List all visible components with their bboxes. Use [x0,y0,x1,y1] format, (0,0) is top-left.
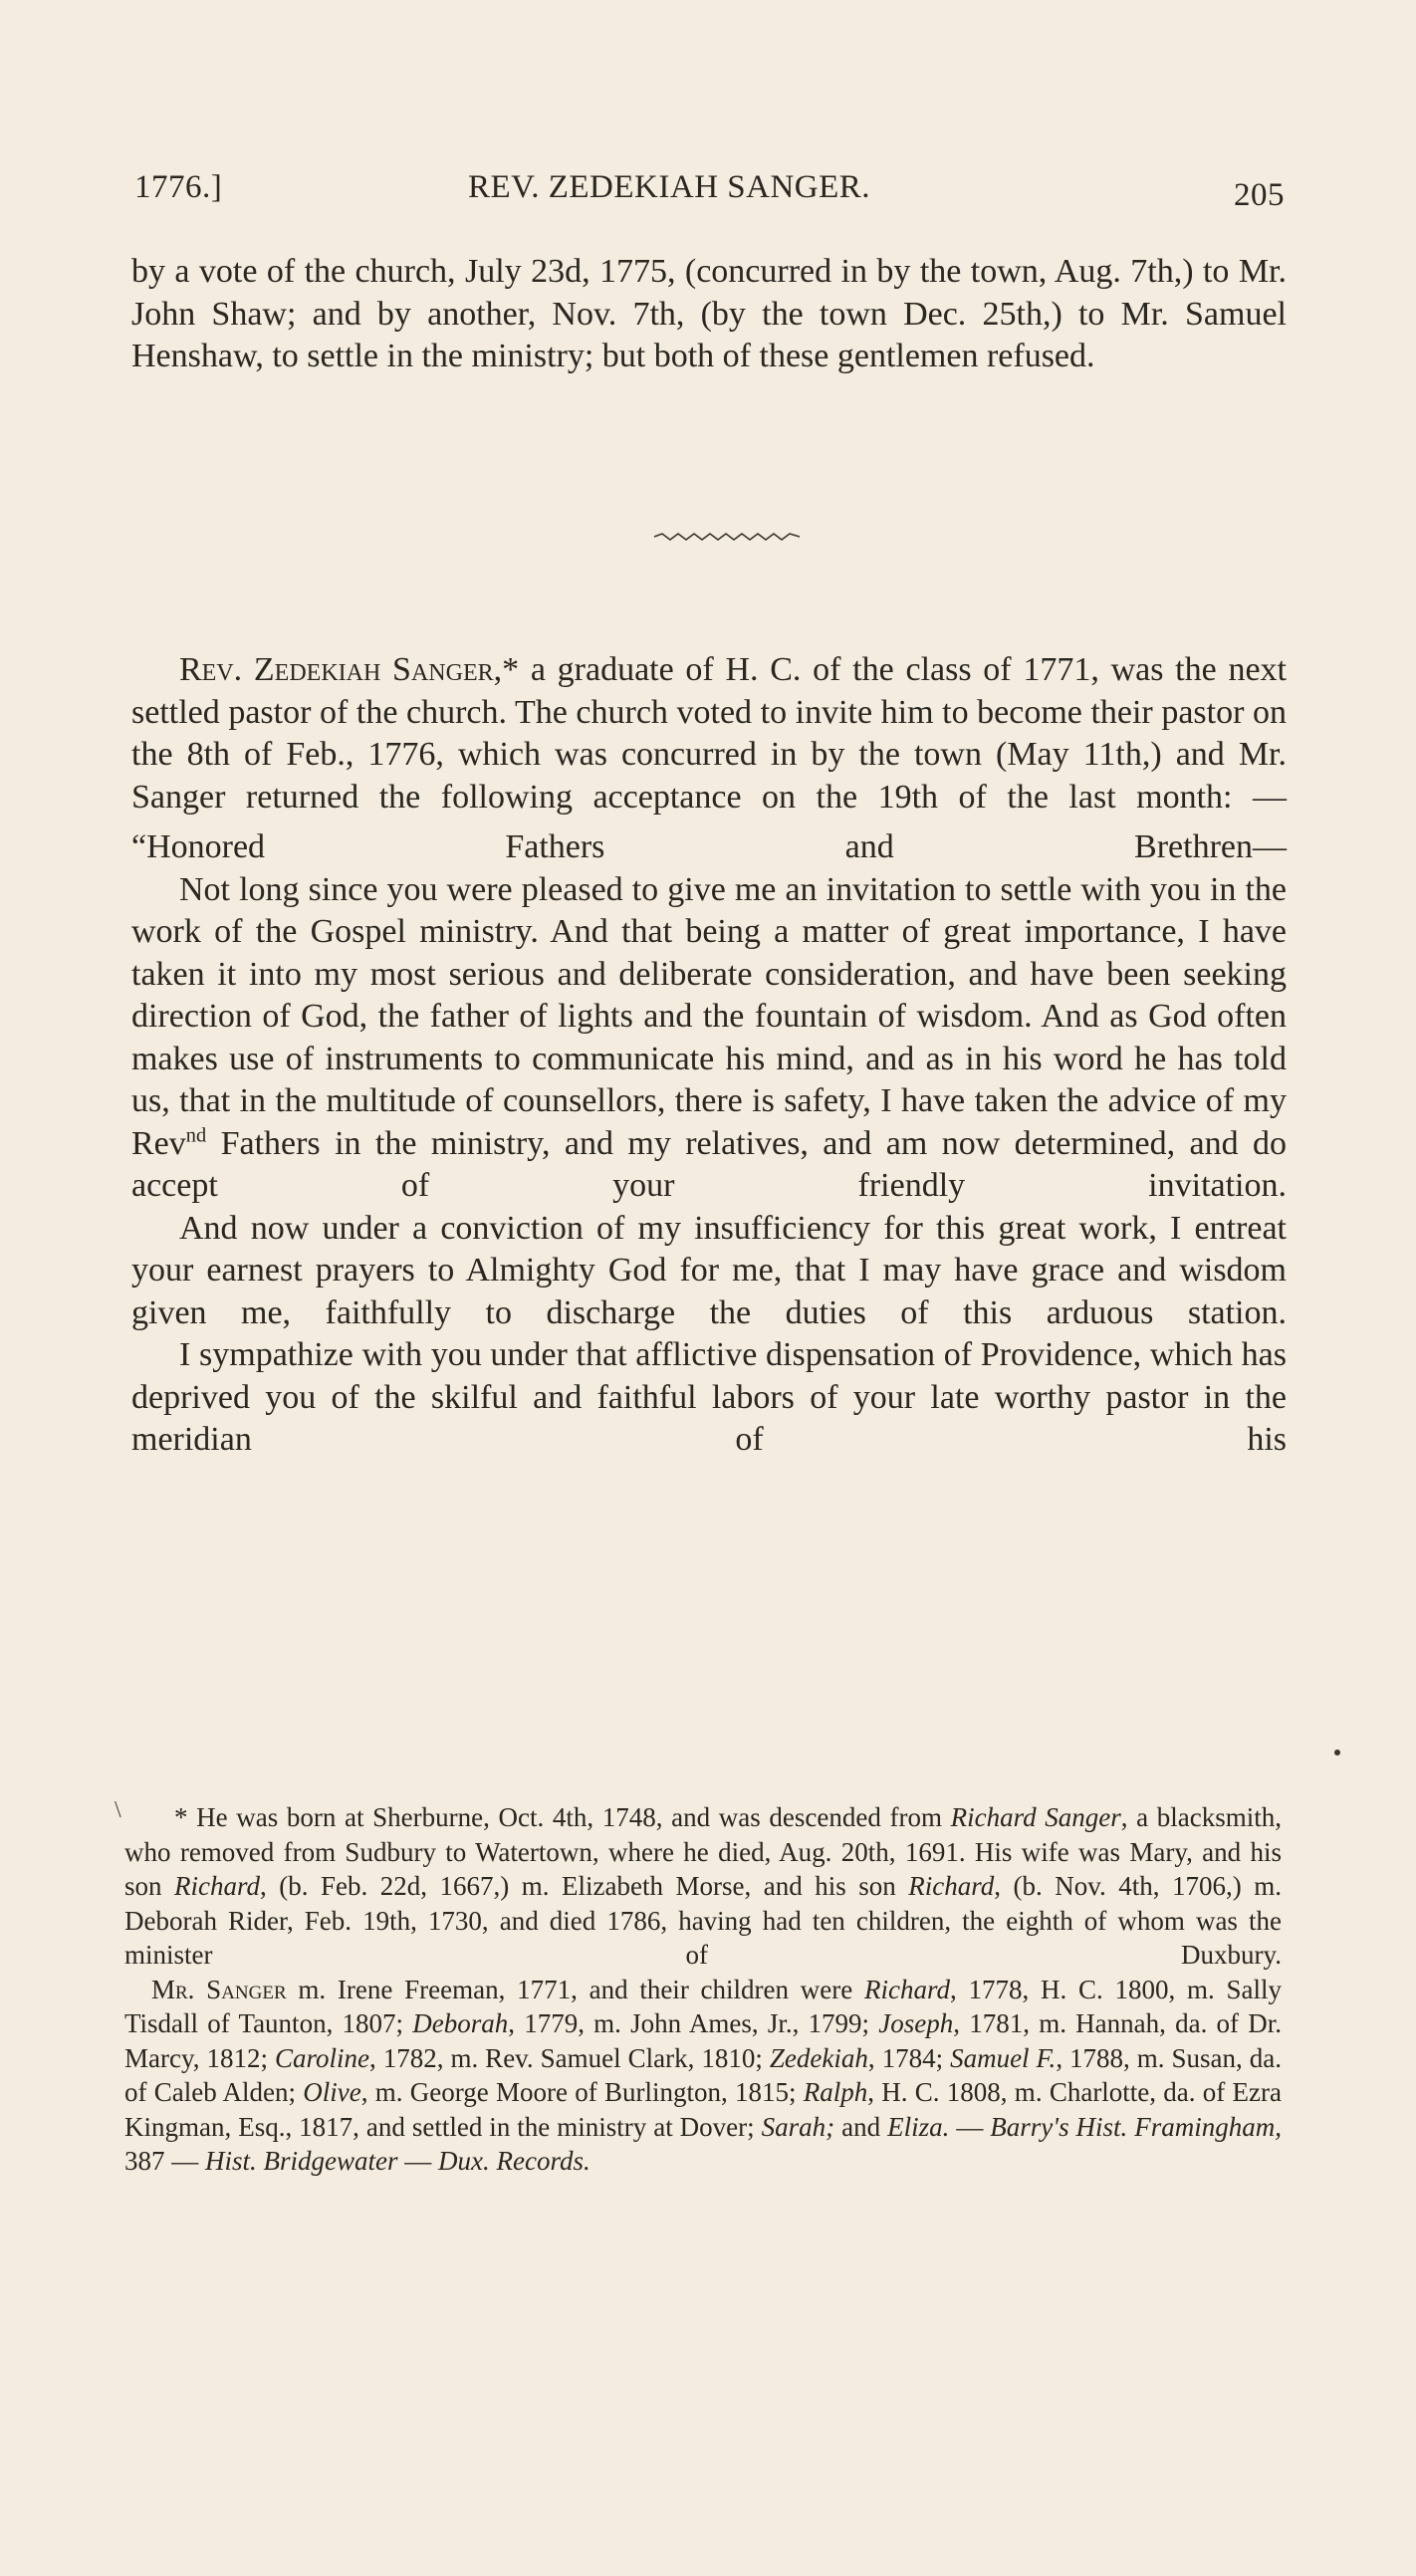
footnote-2 [124,1973,1282,2179]
fn-text: , 1788, m. Susan, da. of Caleb Alden; [124,2042,1283,2107]
fn-text: — [949,2111,991,2142]
letter-paragraph-2: And now under a conviction of my insufficiency for this great work, I entreat your earnest prayers to Almighty God for me, that I may have grace and wisdom given me, faithfully to discharge the duties of this arduous station. [131,1209,1287,1331]
margin-tick-mark: \ [115,1797,121,1823]
paragraph-2-text: a graduate of H. C. of the class of 1771, was the next settled pastor of the church. The church voted to invite him to become their pastor on the 8th of Feb., 1776, which was concurred in by the town (May 11th,) and Mr. Sanger returned the following acceptance on the 19th of the last month: — [131,651,1287,816]
paragraph-1: by a vote of the church, July 23d, 1775, (concurred in by the town, Aug. 7th,) to Mr. John Shaw; and by another, Nov. 7th, (by the town Dec. 25th,) to Mr. Samuel Henshaw, to settle in the ministry; but both of these gentlemen refused. [131,253,1287,374]
fn-italic: Richard [864,1974,950,2004]
letter-paragraph-1 [131,869,1287,1208]
fn-text: — [397,2146,438,2176]
fn-italic: Barry's Hist. Framingham, [990,2111,1283,2142]
fn-text: , 1782, m. Rev. Samuel Clark, 1810; [368,2042,770,2073]
fn-italic: Caroline [274,2042,369,2073]
fn-italic: Eliza. [887,2111,950,2142]
fn-italic: Deborah [412,2008,509,2038]
superscript-nd: nd [185,1124,207,1147]
footnote-1 [124,1800,1282,1973]
fn-italic: Olive [303,2077,361,2107]
page-number: 205 [1234,177,1285,213]
fn-italic: Dux. Records. [438,2146,590,2176]
fn-italic: Richard Sanger [950,1802,1121,1832]
fn-name: Mr. Sanger [151,1974,287,2004]
fn-text: and [834,2111,888,2142]
fn-text: m. Irene Freeman, 1771, and their children were [286,1974,864,2004]
fn-text: , 1778, H. C. 1800, m. Sally Tisdall of Taunton, 1807; [124,1974,1283,2038]
section-divider-ornament [652,530,802,544]
fn-text: , m. George Moore of Burlington, 1815; [360,2077,804,2107]
main-text-block [131,649,1287,1462]
fn-italic: Richard [908,1871,995,1901]
letter-paragraph-3: I sympathize with you under that afflictive dispensation of Providence, which has deprived you of the skilful and faithful labors of your late worthy pastor in the meridian of his [131,1336,1287,1458]
footnotes [124,1800,1282,2179]
paragraph-2 [131,649,1287,819]
subject-name: Rev. Zedekiah Sanger, [179,651,503,688]
fn-italic: Ralph [803,2077,868,2107]
margin-dot [1334,1750,1340,1756]
fn-italic: Hist. Bridgewater [205,2146,398,2176]
header-title: REV. ZEDEKIAH SANGER. [468,169,871,205]
header-year: 1776.] [134,169,223,205]
fn-italic: Joseph [878,2008,954,2038]
fn-text: , 1779, m. John Ames, Jr., 1799; [508,2008,879,2038]
fn-italic: Samuel F. [950,2042,1057,2073]
fn-italic: Sarah; [761,2111,835,2142]
fn-text: , 1784; [867,2042,951,2073]
fn-italic: Richard [174,1871,260,1901]
letter-p1-text-a: Not long since you were pleased to give me an invitation to settle with you in the work of the Gospel ministry. And that being a matter of great importance, I have taken it into my most serious and deliberate consideration, and have been seeking direction of God, the father of lights and the fountain of wisdom. And as God often makes use of instruments to communicate his mind, and as in his word he has told us, that in the multitude of counsellors, there is safety, I have taken the advice of my Rev [131,870,1287,1162]
fn-text: , (b. Feb. 22d, 1667,) m. Elizabeth Morse, and his son [260,1871,909,1901]
fn-text: 387 — [124,2146,205,2176]
fn-text: , H. C. 1808, m. Charlotte, da. of Ezra Kingman, Esq., 1817, and settled in the ministry at Dover; [124,2077,1282,2142]
paragraph-continuation [131,251,1287,378]
fn-text: , a blacksmith, who removed from Sudbury to Watertown, where he died, Aug. 20th, 1691. His wife was Mary, and his son [124,1802,1282,1901]
footnote-marker: * [502,651,520,688]
footnote-1-marker: * [174,1802,197,1832]
fn-text: He was born at Sherburne, Oct. 4th, 1748, and was descended from [196,1802,951,1832]
fn-text: , (b. Nov. 4th, 1706,) m. Deborah Rider, Feb. 19th, 1730, and died 1786, having had ten children, the eighth of whom was the minister of Duxbury. [124,1871,1282,1970]
fn-italic: Zedekiah [769,2042,868,2073]
fn-text: , 1781, m. Hannah, da. of Dr. Marcy, 1812; [124,2008,1282,2073]
letter-salutation: “Honored Fathers and Brethren— [131,828,1287,865]
letter-p1-text-b: Fathers in the ministry, and my relatives, and am now determined, and do accept of your friendly invitation. [131,1124,1287,1204]
